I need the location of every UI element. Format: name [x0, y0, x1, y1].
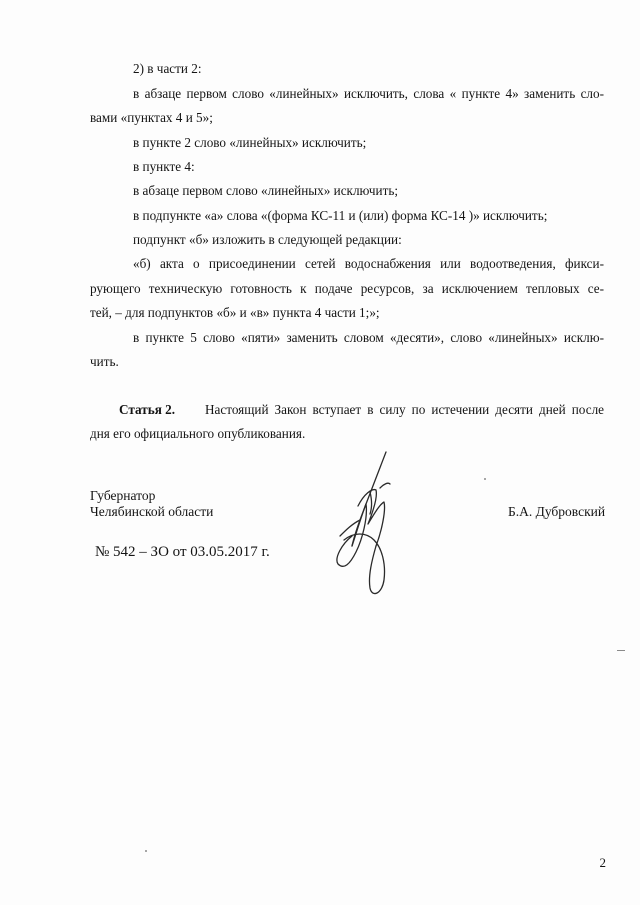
body-line-7: в подпункте «а» слова «(форма КС-11 и (или) форма КС-14 )» исключить;	[133, 208, 548, 223]
body-line-3: вами «пунктах 4 и 5»;	[90, 110, 213, 125]
body-line-11: тей, – для подпунктов «б» и «в» пункта 4 части 1;»;	[90, 305, 380, 320]
scan-speck	[484, 478, 486, 480]
body-line-10: рующего техническую готовность к подаче ресурсов, за исключением тепловых се-	[90, 281, 604, 296]
article-text-line-1: Настоящий Закон вступает в силу по истечении десяти дней после	[205, 402, 604, 417]
article-label: Статья 2.	[119, 402, 176, 417]
page-number: 2	[599, 855, 606, 870]
body-line-8: подпункт «б» изложить в следующей редакции:	[133, 232, 402, 247]
governor-name: Б.А. Дубровский	[508, 504, 606, 519]
body-line-9: «б) акта о присоединении сетей водоснабжения или водоотведения, фикси-	[133, 256, 604, 271]
governor-title: Губернатор	[90, 488, 156, 503]
scan-speck	[617, 650, 625, 651]
body-line-1: 2) в части 2:	[133, 61, 202, 76]
scan-speck	[145, 850, 147, 852]
article-text-line-2: дня его официального опубликования.	[90, 426, 306, 441]
governor-region: Челябинской области	[90, 504, 214, 519]
handwritten-signature	[322, 448, 408, 600]
body-line-4: в пункте 2 слово «линейных» исключить;	[133, 135, 367, 150]
body-line-5: в пункте 4:	[133, 159, 195, 174]
body-line-6: в абзаце первом слово «линейных» исключить;	[133, 183, 399, 198]
body-line-12: в пункте 5 слово «пяти» заменить словом «десяти», слово «линейных» исклю-	[133, 330, 604, 345]
body-line-2: в абзаце первом слово «линейных» исключить, слова « пункте 4» заменить сло-	[133, 86, 604, 101]
body-line-13: чить.	[90, 354, 119, 369]
registration-number: № 542 – ЗО от 03.05.2017 г.	[95, 544, 270, 560]
